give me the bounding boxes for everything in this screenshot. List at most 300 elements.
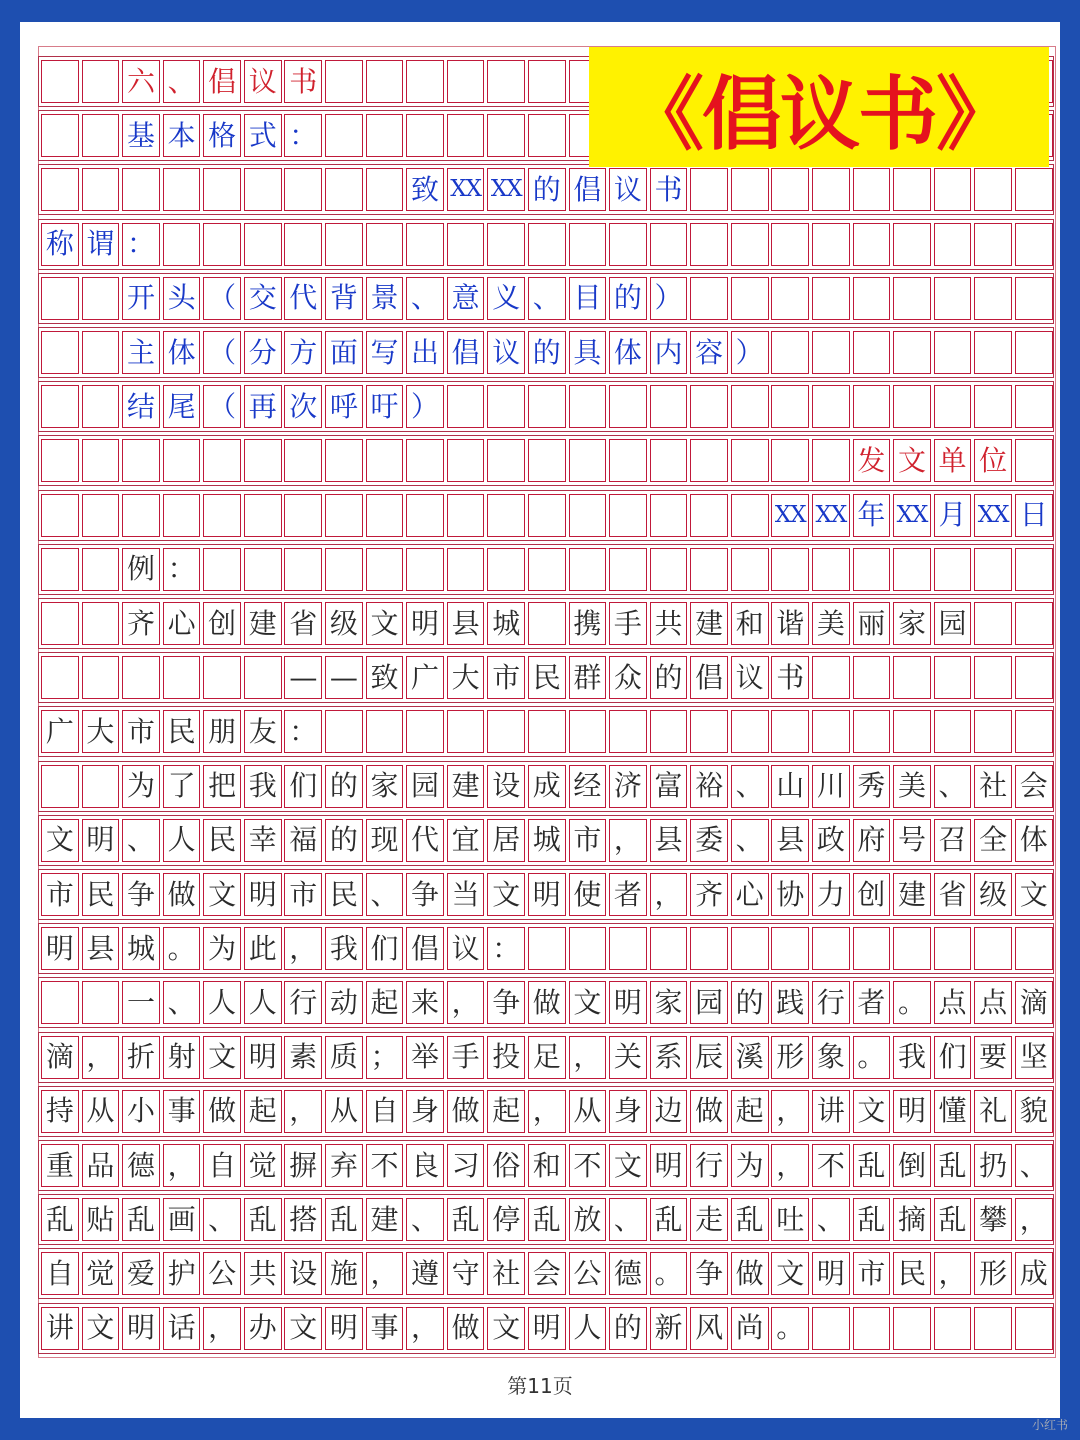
grid-cell: 全 (974, 819, 1012, 862)
grid-cell: 明 (528, 873, 566, 916)
grid-row (41, 656, 1051, 699)
grid-cell (893, 168, 931, 211)
grid-cell: 代 (284, 277, 322, 320)
grid-cell: ， (1015, 1198, 1053, 1241)
grid-cell: 群 (569, 656, 607, 699)
grid-cell: 乱 (325, 1198, 363, 1241)
grid-cell: 素 (284, 1036, 322, 1079)
grid-cell (406, 114, 444, 157)
grid-cell: 滴 (41, 1036, 79, 1079)
grid-cell: 足 (528, 1036, 566, 1079)
grid-cell (1015, 277, 1053, 320)
grid-cell: （ (203, 331, 241, 374)
grid-cell: 写 (366, 331, 404, 374)
grid-cell: ， (406, 1307, 444, 1350)
grid-cell: ， (609, 819, 647, 862)
grid-cell: 格 (203, 114, 241, 157)
grid-cell: 齐 (122, 602, 160, 645)
grid-cell (569, 439, 607, 482)
grid-cell: ： (487, 927, 525, 970)
grid-cell: 、 (934, 765, 972, 808)
grid-cell: 秀 (853, 765, 891, 808)
grid-cell: 为 (122, 765, 160, 808)
grid-cell (447, 60, 485, 103)
grid-cell: ， (366, 1252, 404, 1295)
grid-cell: 尾 (163, 385, 201, 428)
grid-cell: 。 (163, 927, 201, 970)
grid-cell: 、 (812, 1198, 850, 1241)
grid-cell (974, 710, 1012, 753)
grid-cell (812, 331, 850, 374)
grid-row (41, 819, 1051, 862)
grid-cell: 文 (487, 1307, 525, 1350)
grid-cell: 事 (366, 1307, 404, 1350)
grid-cell (690, 710, 728, 753)
grid-cell: ； (366, 1036, 404, 1079)
grid-cell: 目 (569, 277, 607, 320)
grid-cell: 社 (974, 765, 1012, 808)
grid-cell: 话 (163, 1307, 201, 1350)
grid-cell (528, 927, 566, 970)
grid-cell: 争 (122, 873, 160, 916)
grid-cell (366, 710, 404, 753)
grid-cell (528, 494, 566, 537)
grid-cell: 体 (163, 331, 201, 374)
grid-cell: 系 (650, 1036, 688, 1079)
grid-cell (284, 494, 322, 537)
grid-cell: 。 (853, 1036, 891, 1079)
grid-cell: 民 (163, 710, 201, 753)
grid-cell: 做 (203, 1090, 241, 1133)
grid-cell (812, 277, 850, 320)
grid-cell: 广 (41, 710, 79, 753)
grid-cell (812, 439, 850, 482)
grid-cell (1015, 439, 1053, 482)
grid-cell: 不 (366, 1144, 404, 1187)
grid-cell (366, 60, 404, 103)
grid-cell: ： (163, 548, 201, 591)
grid-cell (650, 548, 688, 591)
grid-cell: 、 (163, 60, 201, 103)
grid-cell: 会 (1015, 765, 1053, 808)
grid-cell (934, 710, 972, 753)
grid-cell (690, 927, 728, 970)
grid-cell (406, 223, 444, 266)
grid-cell: 倡 (406, 927, 444, 970)
grid-row (41, 1144, 1051, 1187)
grid-row (41, 710, 1051, 753)
grid-cell (487, 385, 525, 428)
grid-cell: 例 (122, 548, 160, 591)
grid-cell: 背 (325, 277, 363, 320)
grid-cell: 园 (406, 765, 444, 808)
grid-cell (609, 494, 647, 537)
grid-cell: 投 (487, 1036, 525, 1079)
grid-cell (163, 656, 201, 699)
grid-cell: 从 (82, 1090, 120, 1133)
grid-cell: 停 (487, 1198, 525, 1241)
grid-cell: 争 (690, 1252, 728, 1295)
grid-cell: 摘 (893, 1198, 931, 1241)
grid-cell: （ (203, 385, 241, 428)
grid-cell: 广 (406, 656, 444, 699)
grid-cell (325, 494, 363, 537)
grid-cell (771, 710, 809, 753)
grid-cell: 头 (163, 277, 201, 320)
grid-cell: 心 (731, 873, 769, 916)
grid-cell (41, 439, 79, 482)
grid-cell (812, 223, 850, 266)
grid-cell: 的 (325, 765, 363, 808)
grid-cell (163, 223, 201, 266)
grid-row (41, 1090, 1051, 1133)
grid-cell (82, 331, 120, 374)
grid-cell: 起 (244, 1090, 282, 1133)
grid-row (41, 1198, 1051, 1241)
grid-cell: 事 (163, 1090, 201, 1133)
grid-cell: 做 (528, 981, 566, 1024)
grid-cell (731, 548, 769, 591)
grid-cell: 点 (974, 981, 1012, 1024)
grid-cell (447, 710, 485, 753)
grid-cell (650, 927, 688, 970)
grid-cell: 文 (569, 981, 607, 1024)
grid-cell: 园 (934, 602, 972, 645)
grid-cell (853, 1307, 891, 1350)
grid-cell (731, 168, 769, 211)
grid-cell (771, 223, 809, 266)
grid-cell: 的 (528, 168, 566, 211)
grid-cell: 致 (406, 168, 444, 211)
grid-cell (487, 114, 525, 157)
grid-cell (974, 548, 1012, 591)
grid-cell (406, 60, 444, 103)
grid-cell: 现 (366, 819, 404, 862)
grid-cell: 行 (284, 981, 322, 1024)
grid-cell (1015, 168, 1053, 211)
grid-cell: 施 (325, 1252, 363, 1295)
grid-cell (487, 710, 525, 753)
grid-cell: 委 (690, 819, 728, 862)
grid-cell: 明 (244, 873, 282, 916)
grid-cell: 结 (122, 385, 160, 428)
grid-cell (406, 548, 444, 591)
grid-cell: 质 (325, 1036, 363, 1079)
grid-cell: 市 (487, 656, 525, 699)
grid-cell: 山 (771, 765, 809, 808)
grid-cell: 意 (447, 277, 485, 320)
grid-cell: 朋 (203, 710, 241, 753)
grid-cell: 乱 (934, 1198, 972, 1241)
grid-cell: ， (284, 1090, 322, 1133)
grid-cell: ， (771, 1090, 809, 1133)
grid-cell (122, 439, 160, 482)
grid-cell: 明 (244, 1036, 282, 1079)
grid-cell (1015, 927, 1053, 970)
grid-cell (447, 494, 485, 537)
grid-cell: 家 (893, 602, 931, 645)
grid-cell: 众 (609, 656, 647, 699)
grid-cell: 创 (203, 602, 241, 645)
grid-cell (1015, 331, 1053, 374)
grid-cell (934, 548, 972, 591)
grid-cell: 次 (284, 385, 322, 428)
grid-cell (41, 494, 79, 537)
grid-cell (366, 168, 404, 211)
grid-cell: 级 (325, 602, 363, 645)
grid-cell: 做 (447, 1307, 485, 1350)
grid-cell: 成 (528, 765, 566, 808)
grid-cell: 明 (122, 1307, 160, 1350)
grid-cell: 文 (609, 1144, 647, 1187)
grid-cell: 手 (609, 602, 647, 645)
grid-cell: 和 (731, 602, 769, 645)
grid-cell (447, 114, 485, 157)
grid-cell (812, 927, 850, 970)
grid-cell: 文 (893, 439, 931, 482)
grid-cell (974, 1307, 1012, 1350)
grid-cell (406, 494, 444, 537)
grid-cell: 位 (974, 439, 1012, 482)
grid-cell (244, 223, 282, 266)
grid-cell (812, 656, 850, 699)
grid-cell: 城 (487, 602, 525, 645)
grid-cell: ： (284, 710, 322, 753)
grid-cell (812, 168, 850, 211)
grid-cell (690, 385, 728, 428)
grid-cell: 守 (447, 1252, 485, 1295)
grid-cell: 乱 (650, 1198, 688, 1241)
grid-cell (893, 223, 931, 266)
grid-cell (853, 385, 891, 428)
grid-cell (41, 602, 79, 645)
grid-cell (650, 439, 688, 482)
grid-cell: 人 (163, 819, 201, 862)
grid-cell: 德 (122, 1144, 160, 1187)
grid-cell (528, 223, 566, 266)
grid-cell: — (284, 656, 322, 699)
grid-cell (163, 439, 201, 482)
grid-cell: 方 (284, 331, 322, 374)
grid-cell: 公 (203, 1252, 241, 1295)
grid-cell: 形 (974, 1252, 1012, 1295)
grid-cell: 乱 (244, 1198, 282, 1241)
grid-cell (569, 927, 607, 970)
grid-cell: 文 (41, 819, 79, 862)
grid-cell: 川 (812, 765, 850, 808)
grid-cell (487, 60, 525, 103)
grid-cell: ） (650, 277, 688, 320)
grid-row (41, 439, 1051, 482)
grid-cell: 做 (690, 1090, 728, 1133)
grid-cell (203, 439, 241, 482)
grid-cell (974, 656, 1012, 699)
grid-cell: 民 (82, 873, 120, 916)
grid-cell (366, 548, 404, 591)
grid-cell: 齐 (690, 873, 728, 916)
grid-cell (609, 927, 647, 970)
grid-cell (528, 548, 566, 591)
grid-cell: 举 (406, 1036, 444, 1079)
grid-cell: 容 (690, 331, 728, 374)
grid-cell: 年 (853, 494, 891, 537)
grid-cell: 自 (41, 1252, 79, 1295)
grid-row (41, 927, 1051, 970)
grid-cell: 射 (163, 1036, 201, 1079)
grid-cell: 和 (528, 1144, 566, 1187)
grid-cell: 当 (447, 873, 485, 916)
grid-cell (41, 385, 79, 428)
grid-cell (366, 114, 404, 157)
grid-cell: 心 (163, 602, 201, 645)
grid-cell: 手 (447, 1036, 485, 1079)
grid-cell: 议 (447, 927, 485, 970)
grid-cell: 美 (812, 602, 850, 645)
grid-cell: 景 (366, 277, 404, 320)
grid-cell: 、 (406, 1198, 444, 1241)
grid-cell (650, 710, 688, 753)
grid-cell (853, 168, 891, 211)
grid-cell: XX (893, 494, 931, 537)
grid-cell: 行 (812, 981, 850, 1024)
grid-cell: 、 (1015, 1144, 1053, 1187)
grid-cell: 分 (244, 331, 282, 374)
grid-cell (284, 439, 322, 482)
grid-cell: 议 (487, 331, 525, 374)
grid-cell: 贴 (82, 1198, 120, 1241)
grid-cell: 省 (934, 873, 972, 916)
grid-cell: 、 (731, 819, 769, 862)
grid-cell: 共 (244, 1252, 282, 1295)
grid-cell: 讲 (41, 1307, 79, 1350)
grid-cell: 身 (406, 1090, 444, 1133)
grid-cell: 出 (406, 331, 444, 374)
grid-cell: 乱 (731, 1198, 769, 1241)
grid-cell (325, 548, 363, 591)
grid-cell (893, 927, 931, 970)
grid-cell (974, 223, 1012, 266)
grid-cell: ， (203, 1307, 241, 1350)
grid-cell (650, 223, 688, 266)
grid-cell: 城 (122, 927, 160, 970)
grid-cell: 书 (771, 656, 809, 699)
grid-cell (41, 168, 79, 211)
grid-cell (325, 439, 363, 482)
grid-cell: 明 (609, 981, 647, 1024)
grid-cell: 我 (893, 1036, 931, 1079)
grid-cell (771, 331, 809, 374)
grid-cell: 做 (731, 1252, 769, 1295)
grid-row (41, 1036, 1051, 1079)
grid-cell (1015, 385, 1053, 428)
grid-cell: 议 (609, 168, 647, 211)
grid-cell (690, 168, 728, 211)
grid-cell: 们 (934, 1036, 972, 1079)
grid-cell: 做 (447, 1090, 485, 1133)
grid-cell (853, 927, 891, 970)
grid-row (41, 385, 1051, 428)
grid-cell (406, 439, 444, 482)
grid-row (41, 873, 1051, 916)
grid-cell: 使 (569, 873, 607, 916)
grid-cell: 重 (41, 1144, 79, 1187)
grid-cell (284, 548, 322, 591)
grid-row (41, 548, 1051, 591)
grid-cell: 协 (771, 873, 809, 916)
grid-row (41, 223, 1051, 266)
grid-cell (650, 385, 688, 428)
grid-cell (893, 277, 931, 320)
grid-cell: XX (771, 494, 809, 537)
grid-cell: 民 (528, 656, 566, 699)
grid-cell: 明 (82, 819, 120, 862)
grid-cell: 市 (853, 1252, 891, 1295)
page-title: 《倡议书》 (589, 47, 1049, 167)
grid-cell: 争 (406, 873, 444, 916)
grid-cell: 行 (690, 1144, 728, 1187)
grid-cell (569, 548, 607, 591)
grid-cell (731, 223, 769, 266)
grid-cell (569, 710, 607, 753)
grid-cell (325, 60, 363, 103)
grid-cell: 办 (244, 1307, 282, 1350)
grid-cell (366, 494, 404, 537)
grid-cell (487, 439, 525, 482)
grid-cell: 议 (731, 656, 769, 699)
grid-cell: 建 (244, 602, 282, 645)
grid-cell (163, 168, 201, 211)
grid-cell: 争 (487, 981, 525, 1024)
grid-cell (203, 168, 241, 211)
grid-cell: ） (406, 385, 444, 428)
grid-cell: 把 (203, 765, 241, 808)
grid-cell: — (325, 656, 363, 699)
grid-cell (974, 168, 1012, 211)
grid-cell: 幸 (244, 819, 282, 862)
grid-cell (731, 385, 769, 428)
grid-cell: 级 (974, 873, 1012, 916)
grid-cell (853, 656, 891, 699)
grid-cell: 我 (244, 765, 282, 808)
grid-cell (771, 385, 809, 428)
grid-cell: 倡 (447, 331, 485, 374)
grid-cell: 此 (244, 927, 282, 970)
grid-cell: 爱 (122, 1252, 160, 1295)
grid-cell: 乱 (934, 1144, 972, 1187)
grid-cell (203, 656, 241, 699)
grid-cell: 们 (284, 765, 322, 808)
grid-cell (406, 710, 444, 753)
grid-cell (528, 60, 566, 103)
grid-row (41, 168, 1051, 211)
grid-cell: 会 (528, 1252, 566, 1295)
grid-cell (41, 331, 79, 374)
grid-cell: 县 (771, 819, 809, 862)
grid-cell: 人 (203, 981, 241, 1024)
grid-cell: 懂 (934, 1090, 972, 1133)
grid-cell (528, 439, 566, 482)
grid-cell: 文 (1015, 873, 1053, 916)
grid-cell (771, 439, 809, 482)
grid-cell (82, 60, 120, 103)
grid-cell (82, 439, 120, 482)
grid-cell (974, 331, 1012, 374)
grid-cell: 攀 (974, 1198, 1012, 1241)
grid-cell: 。 (771, 1307, 809, 1350)
grid-cell: 起 (366, 981, 404, 1024)
grid-cell (284, 223, 322, 266)
grid-cell: ， (650, 873, 688, 916)
